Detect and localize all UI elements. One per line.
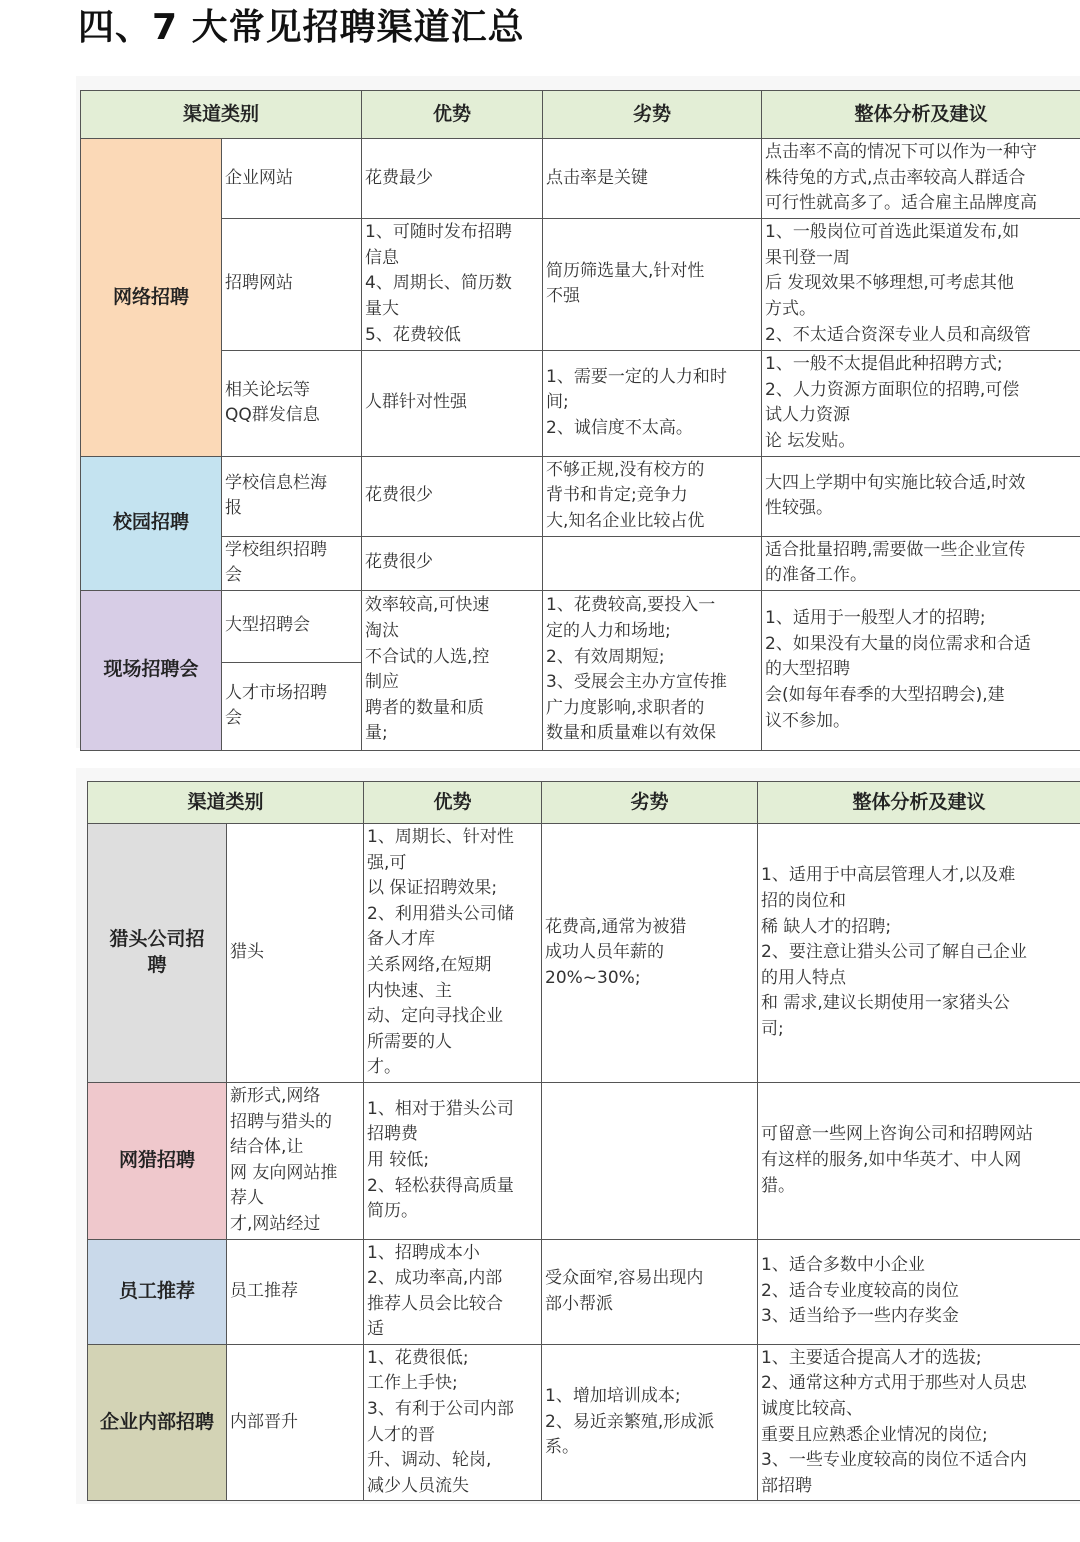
category-cell-referral: 员工推荐 (88, 1239, 227, 1344)
channel-cell: 猎头 (227, 824, 364, 1083)
disadvantage-cell: 不够正规,没有校方的 背书和肯定;竞争力 大,知名企业比较占优 (543, 456, 762, 536)
advantage-cell: 花费很少 (362, 456, 543, 536)
table-row (88, 1344, 1080, 1501)
table-row (88, 824, 1080, 1083)
advantage-cell: 1、相对于猎头公司 招聘费 用 较低; 2、轻松获得高质量 简历。 (364, 1082, 542, 1239)
table-row (81, 590, 1080, 662)
category-cell-campus: 校园招聘 (81, 456, 222, 590)
disadvantage-cell: 1、需要一定的人力和时 间; 2、诚信度不太高。 (543, 350, 762, 456)
table-row (81, 536, 1080, 590)
disadvantage-cell: 简历筛选量大,针对性 不强 (543, 218, 762, 350)
recruitment-channels-table-2 (87, 781, 1080, 1501)
channel-cell: 招聘网站 (222, 218, 362, 350)
header-disadvantage: 劣势 (543, 91, 762, 139)
table-panel-1 (76, 76, 1080, 748)
header-analysis: 整体分析及建议 (758, 782, 1080, 824)
advantage-cell: 1、可随时发布招聘 信息 4、周期长、简历数 量大 5、花费较低 (362, 218, 543, 350)
header-category: 渠道类别 (88, 782, 364, 824)
disadvantage-cell: 1、花费较高,要投入一 定的人力和场地; 2、有效周期短; 3、受展会主办方宣传推 广力度影响,求职者的 数量和质量难以有效保 (543, 590, 762, 750)
channel-cell: 内部晋升 (227, 1344, 364, 1501)
table-row (81, 139, 1080, 219)
advantage-cell: 1、周期长、针对性 强,可 以 保证招聘效果; 2、利用猎头公司储 备人才库 关系网络,在短期 内快速、主 动、定向寻找企业 所需要的人 才。 (364, 824, 542, 1083)
page-title: 四、7 大常见招聘渠道汇总 (78, 7, 525, 48)
table-row (88, 1239, 1080, 1344)
channel-cell: 新形式,网络 招聘与猎头的 结合体,让 网 友向网站推 荐人 才,网站经过 (227, 1082, 364, 1239)
category-cell-online-headhunting: 网猎招聘 (88, 1082, 227, 1239)
table-panel-2 (76, 768, 1080, 1504)
table-row (81, 456, 1080, 536)
table-row (81, 350, 1080, 456)
advantage-cell: 花费最少 (362, 139, 543, 219)
analysis-cell: 1、适合多数中小企业 2、适合专业度较高的岗位 3、适当给予一些内存奖金 (758, 1239, 1080, 1344)
advantage-cell: 1、花费很低; 工作上手快; 3、有利于公司内部 人才的晋 升、调动、轮岗, 减少人员流失 (364, 1344, 542, 1501)
category-cell-internal: 企业内部招聘 (88, 1344, 227, 1501)
advantage-cell: 人群针对性强 (362, 350, 543, 456)
analysis-cell: 可留意一些网上咨询公司和招聘网站 有这样的服务,如中华英才、中人网 猎。 (758, 1082, 1080, 1239)
advantage-cell: 效率较高,可快速 淘汰 不合试的人选,控 制应 聘者的数量和质 量; (362, 590, 543, 750)
disadvantage-cell (543, 536, 762, 590)
analysis-cell: 大四上学期中旬实施比较合适,时效 性较强。 (762, 456, 1080, 536)
channel-cell: 企业网站 (222, 139, 362, 219)
header-analysis: 整体分析及建议 (762, 91, 1080, 139)
header-row (88, 782, 1080, 824)
channel-cell: 大型招聘会 (222, 590, 362, 662)
analysis-cell: 1、适用于中高层管理人才,以及难 招的岗位和 稀 缺人才的招聘; 2、要注意让猎头公司了解自己企业 的用人特点 和 需求,建议长期使用一家猪头公 司; (758, 824, 1080, 1083)
table-row (88, 1082, 1080, 1239)
category-cell-network: 网络招聘 (81, 139, 222, 457)
channel-cell: 人才市场招聘 会 (222, 662, 362, 750)
header-row (81, 91, 1080, 139)
header-disadvantage: 劣势 (542, 782, 758, 824)
recruitment-channels-table-1 (80, 90, 1080, 751)
header-advantage: 优势 (362, 91, 543, 139)
table-row (81, 218, 1080, 350)
category-cell-onsite: 现场招聘会 (81, 590, 222, 750)
channel-cell: 学校组织招聘 会 (222, 536, 362, 590)
channel-cell: 学校信息栏海 报 (222, 456, 362, 536)
analysis-cell: 1、一般岗位可首选此渠道发布,如 果刊登一周 后 发现效果不够理想,可考虑其他 方式。 2、不太适合资深专业人员和高级管 (762, 218, 1080, 350)
channel-cell: 员工推荐 (227, 1239, 364, 1344)
analysis-cell: 适合批量招聘,需要做一些企业宣传 的准备工作。 (762, 536, 1080, 590)
disadvantage-cell: 花费高,通常为被猎 成功人员年薪的 20%~30%; (542, 824, 758, 1083)
analysis-cell: 点击率不高的情况下可以作为一种守 株待兔的方式,点击率较高人群适合 可行性就高多了。适合雇主品牌度高 (762, 139, 1080, 219)
disadvantage-cell: 受众面窄,容易出现内 部小帮派 (542, 1239, 758, 1344)
category-cell-headhunter: 猎头公司招 聘 (88, 824, 227, 1083)
disadvantage-cell: 点击率是关键 (543, 139, 762, 219)
analysis-cell: 1、一般不太提倡此种招聘方式; 2、人力资源方面职位的招聘,可偿 试人力资源 论 坛发贴。 (762, 350, 1080, 456)
disadvantage-cell (542, 1082, 758, 1239)
channel-cell: 相关论坛等 QQ群发信息 (222, 350, 362, 456)
header-advantage: 优势 (364, 782, 542, 824)
header-category: 渠道类别 (81, 91, 362, 139)
analysis-cell: 1、适用于一般型人才的招聘; 2、如果没有大量的岗位需求和合适 的大型招聘 会(如每年春季的大型招聘会),建 议不参加。 (762, 590, 1080, 750)
advantage-cell: 花费很少 (362, 536, 543, 590)
advantage-cell: 1、招聘成本小 2、成功率高,内部 推荐人员会比较合 适 (364, 1239, 542, 1344)
analysis-cell: 1、主要适合提高人才的选拔; 2、通常这种方式用于那些对人员忠 诚度比较高、 重要且应熟悉企业情况的岗位; 3、一些专业度较高的岗位不适合内 部招聘 (758, 1344, 1080, 1501)
disadvantage-cell: 1、增加培训成本; 2、易近亲繁殖,形成派 系。 (542, 1344, 758, 1501)
